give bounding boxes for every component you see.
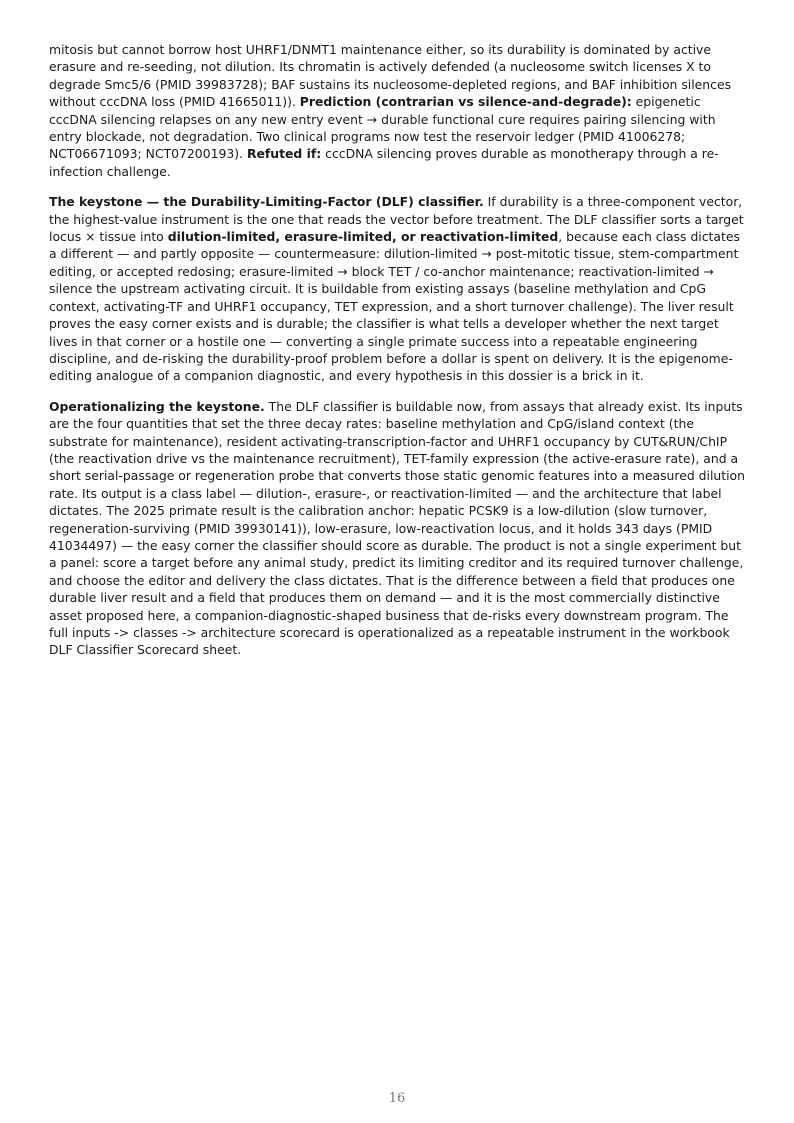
paragraph-keystone [49,193,749,384]
document-body [49,41,749,672]
paragraph-operationalizing [49,398,749,659]
text-run: cccDNA silencing proves durable as monotherapy through a re-infection challenge. [49,146,719,179]
text-run: epigenetic cccDNA silencing relapses on any new entry event → durable functional cure requires pairing silencing with entry blockade, not degradation. Two clinical programs now test the reservoir ledger (PMID 41006278; NCT06671093; NCT07200193). [49,94,716,162]
text-run: , because each class dictates a different — and partly opposite — countermeasure: dilution-limited → post-mitotic tissue, stem-compartment editing, or accepted redosing; erasure-limited → block TET / co-anchor maintenance; reactivation-limited → silence the upstream activating circuit. It is buildable from existing assays (baseline methylation and CpG context, activating-TF and UHRF1 occupancy, TET expression, and a short turnover challenge). The liver result proves the easy corner exists and is durable; the classifier is what tells a developer whether the next target lives in that corner or a hostile one — converting a single primate success into a repeatable engineering discipline, and de-risking the durability-proof problem before a dollar is spent on delivery. It is the epigenome-editing analogue of a companion diagnostic, and every hypothesis in this dossier is a brick in it. [49,229,740,384]
page-number: 16 [388,1091,406,1106]
bold-text-run: dilution-limited, erasure-limited, or reactivation-limited [167,229,559,245]
text-run: mitosis but cannot borrow host UHRF1/DNMT1 maintenance either, so its durability is dominated by active erasure and re-seeding, not dilution. Its chromatin is actively defended (a nucleosome switch licenses X to degrade Smc5/6 (PMID 39983728); BAF sustains its nucleosome-depleted regions, and BAF inhibition silences without cccDNA loss (PMID 41665011)). [49,42,732,110]
paragraph-continuation [49,41,749,180]
bold-text-run: Operationalizing the keystone. [49,398,265,414]
bold-text-run: Refuted if: [246,146,322,162]
bold-text-run: The keystone — the Durability-Limiting-Factor (DLF) classifier. [49,194,484,210]
bold-text-run: Prediction (contrarian vs silence-and-degrade): [299,94,632,110]
text-run: If durability is a three-component vector, the highest-value instrument is the one that reads the vector before treatment. The DLF classifier sorts a target locus × tissue into [49,194,744,245]
text-run: The DLF classifier is buildable now, from assays that already exist. Its inputs are the four quantities that set the three decay rates: baseline methylation and CpG/island context (the substrate for maintenance), resident activating-transcription-factor and UHRF1 occupancy by CUT&RUN/ChIP (the reactivation drive vs the maintenance recruitment), TET-family expression (the active-erasure rate), and a short serial-passage or regeneration probe that converts those static genomic features into a measured dilution rate. Its output is a class label — dilution-, erasure-, or reactivation-limited — and the architecture that label dictates. The 2025 primate result is the calibration anchor: hepatic PCSK9 is a low-dilution (slow turnover, regeneration-surviving (PMID 39930141)), low-erasure, low-reactivation locus, and it holds 343 days (PMID 41034497) — the easy corner the classifier should score as durable. The product is not a single experiment but a panel: score a target before any animal study, predict its limiting creditor and its required turnover challenge, and choose the editor and delivery the class dictates. That is the difference between a field that produces one durable liver result and a field that produces them on demand — and it is the most commercially distinctive asset proposed here, a companion-diagnostic-shaped business that de-risks every downstream program. The full inputs -> classes -> architecture scorecard is operationalized as a repeatable instrument in the workbook DLF Classifier Scorecard sheet. [49,398,745,658]
